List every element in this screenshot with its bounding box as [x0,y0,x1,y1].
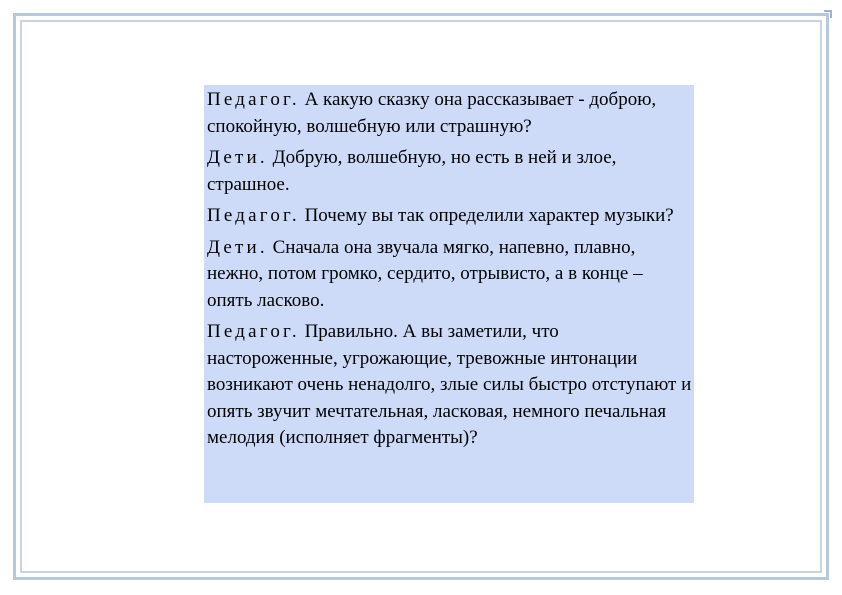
dialogue-line: Сначала она звучала мягко, напевно, плавно, нежно, потом громко, сердито, отрывисто, а в конце – опять ласково. [207,236,643,311]
speaker-label: Педагог. [207,321,300,342]
dialogue-paragraph-5 [207,319,692,452]
dialogue-line: А какую сказку она рассказывает - доброю, спокойную, волшебную или страшную? [207,89,657,137]
speaker-label: Педагог. [207,89,300,110]
dialogue-line: Почему вы так определили характер музыки? [299,205,674,226]
dialogue-text-box [204,85,694,503]
dialogue-paragraph-3 [207,203,692,230]
frame-corner [824,10,832,18]
speaker-label: Педагог. [207,205,300,226]
speaker-label: Дети. [207,147,268,168]
dialogue-line: Правильно. А вы заметили, что настороженные, угрожающие, тревожные интонации возникают очень ненадолго, злые силы быстро отступают и опять звучит мечтательная, ласковая, немного печальная мелодия (исполняет фрагменты)? [207,321,692,448]
dialogue-paragraph-1 [207,87,692,140]
dialogue-line: Добрую, волшебную, но есть в ней и злое, страшное. [207,147,617,195]
dialogue-paragraph-4 [207,235,692,315]
speaker-label: Дети. [207,236,268,258]
dialogue-paragraph-2 [207,145,692,198]
